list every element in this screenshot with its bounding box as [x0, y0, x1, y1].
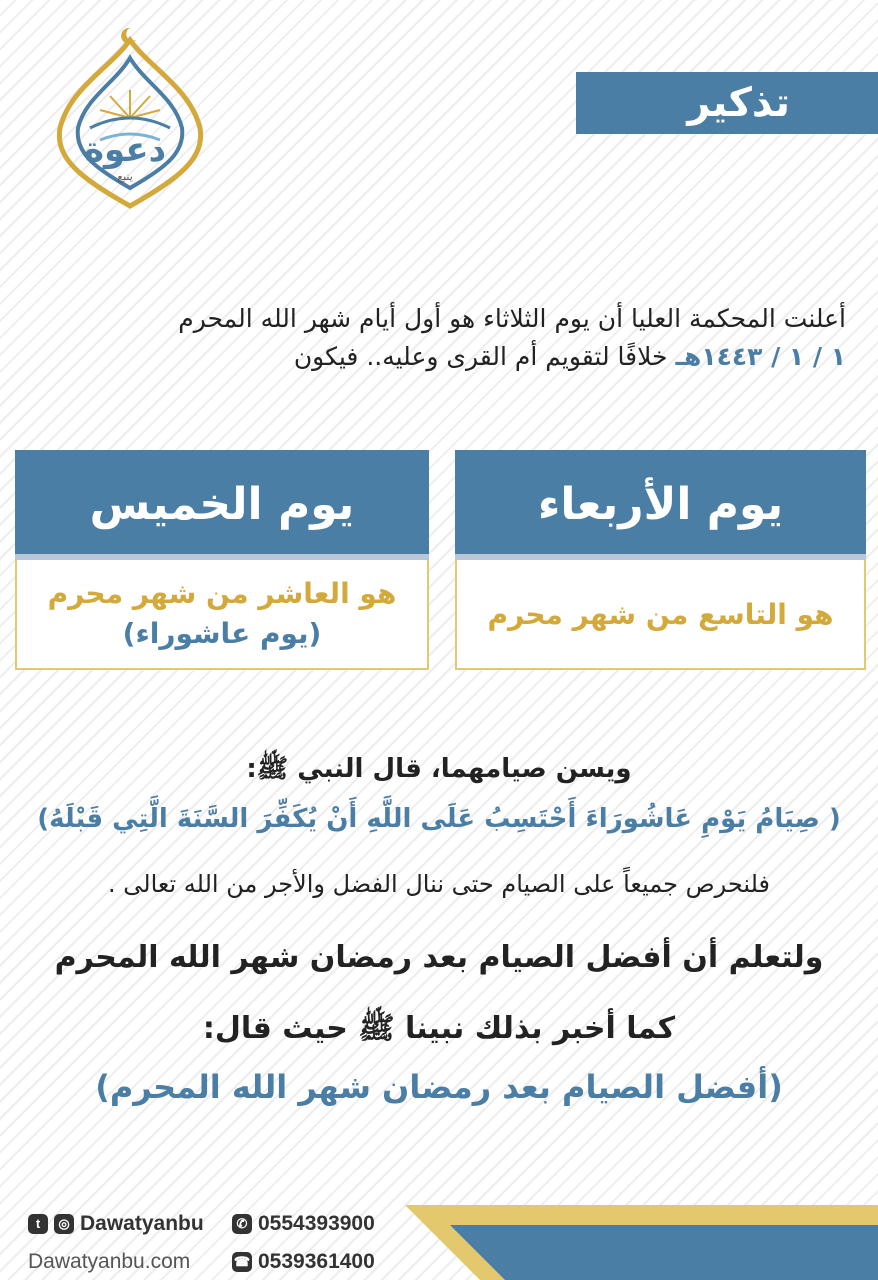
best-fasting-line: ولتعلم أن أفضل الصيام بعد رمضان شهر الله المحرم	[54, 940, 824, 975]
day-title: يوم الأربعاء	[455, 450, 866, 560]
twitter-icon: t	[28, 1214, 48, 1234]
phone1-text: 0554393900	[258, 1212, 375, 1235]
whatsapp-icon: ✆	[232, 1214, 252, 1234]
phone-icon: ☎	[232, 1252, 252, 1272]
footer-stripe	[405, 1205, 878, 1280]
logo	[40, 28, 220, 213]
sunnah-line: ويسن صيامهما، قال النبي ﷺ:	[246, 754, 632, 784]
day-box-thursday	[15, 450, 429, 670]
day-description-box	[15, 560, 429, 670]
hadith-muharram: (أفضل الصيام بعد رمضان شهر الله المحرم)	[95, 1068, 783, 1106]
social-handle[interactable]	[28, 1212, 204, 1236]
instagram-icon: ◎	[54, 1214, 74, 1234]
intro-line-1: أعلنت المحكمة العليا أن يوم الثلاثاء هو أول أيام شهر الله المحرم	[178, 304, 846, 333]
hijri-date: ١ / ١ / ١٤٤٣هـ	[675, 342, 846, 371]
intro-line-2	[20, 338, 846, 376]
day-box-wednesday	[455, 450, 866, 670]
handle-text: Dawatyanbu	[80, 1212, 204, 1235]
whatsapp-number[interactable]	[232, 1212, 375, 1236]
intro-line-2-rest: خلافًا لتقويم أم القرى وعليه.. فيكون	[293, 342, 668, 371]
day-title: يوم الخميس	[15, 450, 429, 560]
reminder-tag: تذكير	[576, 72, 878, 134]
website-link[interactable]: Dawatyanbu.com	[28, 1250, 191, 1273]
encouragement-line: فلنحرص جميعاً على الصيام حتى ننال الفضل والأجر من الله تعالى .	[108, 870, 770, 898]
phone2-text: 0539361400	[258, 1250, 375, 1273]
day-description: هو العاشر من شهر محرم	[47, 577, 397, 610]
day-note: (يوم عاشوراء)	[122, 617, 322, 650]
hadith-ashura: ( صِيَامُ يَوْمِ عَاشُورَاءَ أَحْتَسِبُ عَلَى اللَّهِ أَنْ يُكَفِّرَ السَّنَةَ الَّتِي قَبْلَهُ)	[37, 804, 841, 834]
logo-text: دعوة	[83, 130, 167, 170]
day-description: هو التاسع من شهر محرم	[455, 560, 866, 670]
logo-subtext: ينبع	[117, 170, 133, 183]
intro-text	[20, 300, 846, 376]
prophet-said-line: كما أخبر بذلك نبينا ﷺ حيث قال:	[202, 1011, 676, 1046]
phone-number[interactable]	[232, 1250, 375, 1274]
